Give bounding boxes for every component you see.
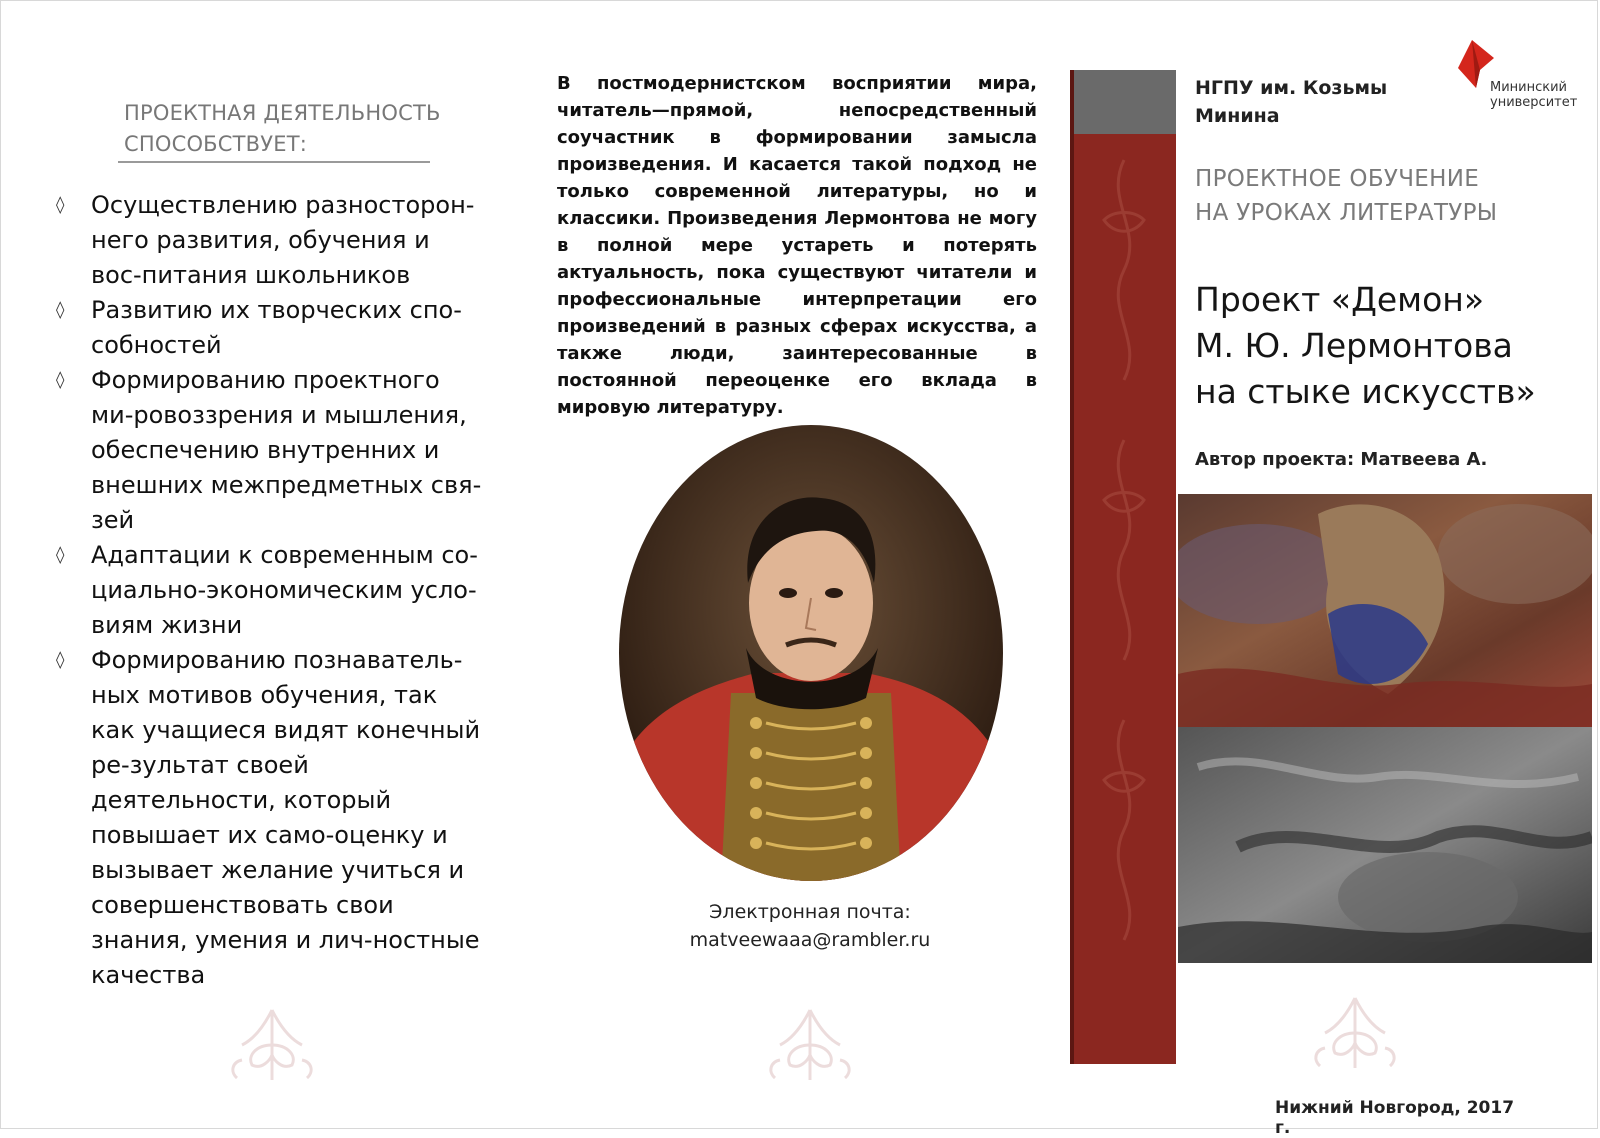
left-heading-line1: ПРОЕКТНАЯ ДЕЯТЕЛЬНОСТЬ (124, 101, 441, 125)
strip-ornament-icon (1074, 140, 1176, 1040)
university-logo-icon (1458, 40, 1494, 88)
email-label: Электронная почта: (709, 901, 911, 923)
benefits-list (56, 188, 486, 993)
demon-painting-color (1178, 494, 1592, 727)
diamond-bullet-icon: ◊ (56, 300, 65, 320)
list-item (56, 188, 486, 293)
intro-paragraph: В постмодернистском восприятии мира, читатель—прямой, непосредственный соучастник в формировании замысла произведения. И касается такой подход не только современной литературы, но и классики. Произведения Лермонтова не могу в полной мере устареть и потерять актуальность, пока существуют читатели и профессиональные интерпретации его произведений в разных сферах искусства, а также люди, заинтересованные в постоянной переоценке его вклада в мировую литературу. (557, 73, 1037, 418)
divider-strip-gray (1070, 70, 1176, 134)
floral-ornament-icon (1305, 988, 1405, 1078)
diamond-bullet-icon: ◊ (56, 370, 65, 390)
course-title (1195, 162, 1585, 230)
list-item (56, 363, 486, 538)
list-item (56, 538, 486, 643)
list-item-text: Адаптации к современным со-циально-экономическим усло-виям жизни (91, 541, 478, 639)
project-title-line2: М. Ю. Лермонтова (1195, 326, 1513, 365)
diamond-bullet-icon: ◊ (56, 195, 65, 215)
project-title (1195, 277, 1590, 415)
left-heading-line2: СПОСОБСТВУЕТ: (124, 132, 308, 156)
list-item (56, 643, 486, 993)
project-title-line1: Проект «Демон» (1195, 280, 1485, 319)
list-item-text: Формированию проектного ми-ровоззрения и мышления, обеспечению внутренних и внешних межпредметных свя-зей (91, 366, 482, 534)
left-heading (124, 98, 444, 160)
course-title-line1: ПРОЕКТНОЕ ОБУЧЕНИЕ (1195, 166, 1480, 192)
email-link[interactable]: matveewaaa@rambler.ru (689, 929, 931, 951)
list-item-text: Формированию познаватель-ных мотивов обучения, так как учащиеся видят конечный ре-зультат своей деятельности, который повышает их само-оценку и вызывает желание учиться и совершенствовать свои знания, умения и лич-ностные качества (91, 646, 481, 989)
project-title-line3: на стыке искусств» (1195, 372, 1536, 411)
logo-line2: университет (1490, 95, 1578, 110)
logo-line1: Мининский (1490, 80, 1568, 95)
university-name: НГПУ им. Козьмы Минина (1195, 77, 1388, 127)
university-logo-text (1490, 80, 1577, 110)
floral-ornament-icon (760, 1000, 860, 1090)
course-title-line2: НА УРОКАХ ЛИТЕРАТУРЫ (1195, 200, 1498, 226)
floral-ornament-icon (222, 1000, 322, 1090)
heading-underline (118, 161, 430, 163)
project-author: Автор проекта: Матвеева А. (1195, 449, 1488, 470)
lermontov-portrait (616, 423, 1006, 883)
list-item-text: Осуществлению разносторон-него развития, обучения и вос-питания школьников (91, 191, 475, 289)
diamond-bullet-icon: ◊ (56, 545, 65, 565)
list-item (56, 293, 486, 363)
list-item-text: Развитию их творческих спо-собностей (91, 296, 462, 359)
footer-city-year: Нижний Новгород, 2017 г. (1275, 1098, 1515, 1138)
demon-painting-gray (1178, 727, 1592, 963)
diamond-bullet-icon: ◊ (56, 650, 65, 670)
